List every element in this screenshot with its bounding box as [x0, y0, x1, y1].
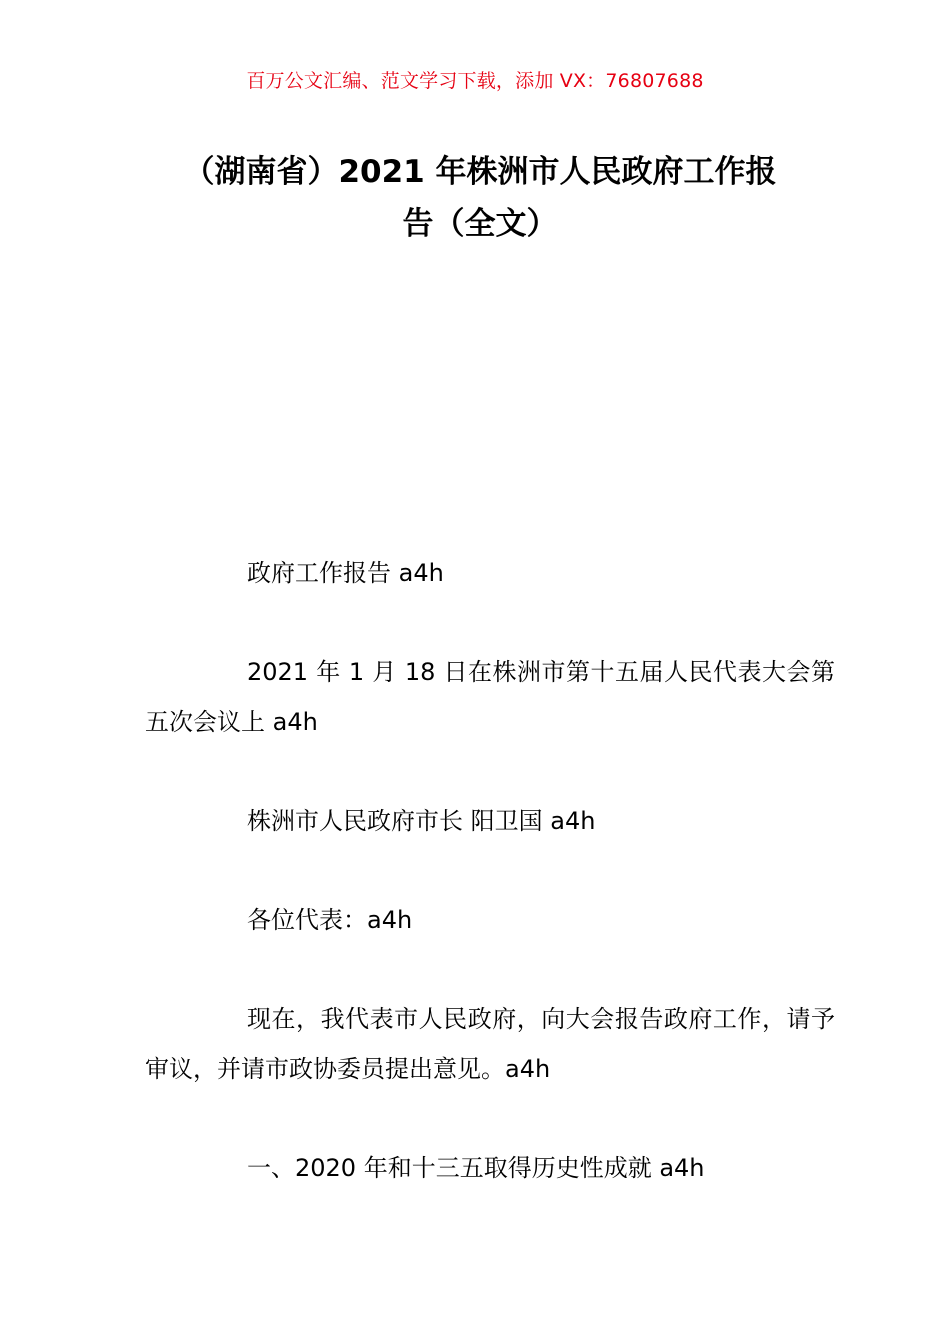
paragraph-section-heading: 一、2020 年和十三五取得历史性成就 a4h — [247, 1154, 705, 1182]
paragraph-introduction: 现在，我代表市人民政府，向大会报告政府工作，请予审议，并请市政协委员提出意见。a4h — [145, 1005, 835, 1083]
paragraph-report-name: 政府工作报告 a4h — [247, 559, 444, 587]
paragraph-meeting-date: 2021 年 1 月 18 日在株洲市第十五届人民代表大会第五次会议上 a4h — [145, 658, 835, 736]
paragraph-salutation: 各位代表：a4h — [247, 906, 413, 934]
document-title — [140, 146, 820, 250]
paragraph-speaker: 株洲市人民政府市长 阳卫国 a4h — [247, 807, 596, 835]
document-body — [145, 548, 835, 1242]
header-promo-note: 百万公文汇编、范文学习下载，添加 VX：76807688 — [246, 70, 704, 92]
document-title-line-2: 告（全文） — [402, 206, 558, 242]
document-title-line-1: （湖南省）2021 年株洲市人民政府工作报 — [183, 154, 777, 190]
